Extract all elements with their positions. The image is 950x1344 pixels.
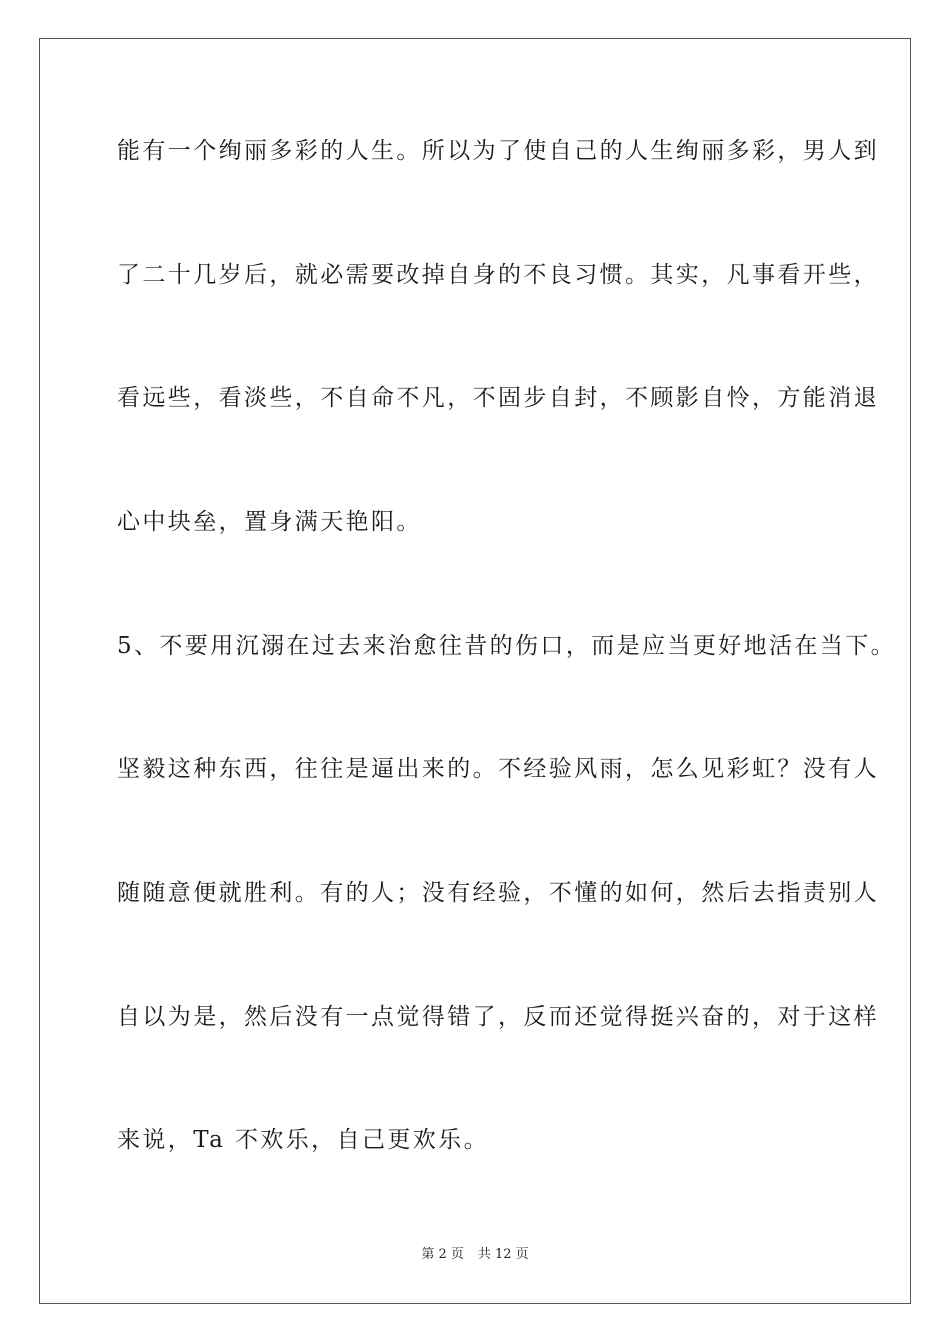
page-border [39,38,911,1304]
text-line: 看远些，看淡些，不自命不凡，不固步自封，不顾影自怜，方能消退 [117,385,879,411]
current-page-number: 第 2 页 [421,1247,464,1262]
text-line: 自以为是，然后没有一点觉得错了，反而还觉得挺兴奋的，对于这样 [117,1004,879,1030]
text-line: 来说，Ta 不欢乐，自己更欢乐。 [117,1127,489,1153]
text-line: 5、不要用沉溺在过去来治愈往昔的伤口，而是应当更好地活在当下。 [117,633,897,659]
page-footer [0,1246,950,1264]
text-line: 能有一个绚丽多彩的人生。所以为了使自己的人生绚丽多彩，男人到 [117,138,879,164]
text-line: 心中块垒，置身满天艳阳。 [117,509,422,535]
text-line: 随随意便就胜利。有的人；没有经验，不懂的如何，然后去指责别人 [117,880,879,906]
total-page-count: 共 12 页 [477,1247,529,1262]
text-line: 坚毅这种东西，往往是逼出来的。不经验风雨，怎么见彩虹？没有人 [117,756,879,782]
text-line: 了二十几岁后，就必需要改掉自身的不良习惯。其实，凡事看开些， [117,262,879,288]
